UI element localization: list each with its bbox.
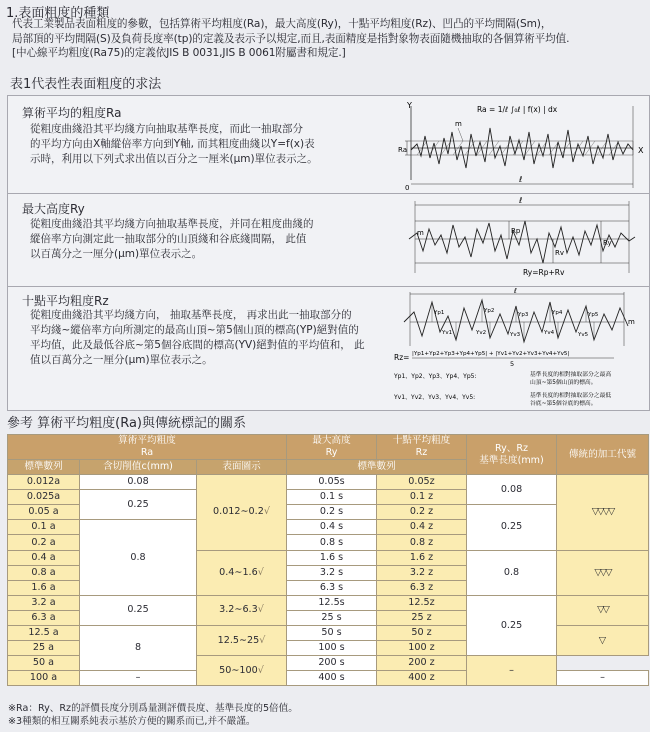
ry-description: [30, 217, 314, 262]
ry-line: 縱倍率方向測定此一抽取部分的山頂綫和谷底綫間隔， 此值: [30, 233, 307, 245]
ra-value: 1.6 a: [8, 580, 80, 595]
rz-value: 3.2 z: [377, 565, 467, 580]
intro-line: 代表工業製品表面粗度的參數，包括算術平均粗度(Ra)，最大高度(Ry)，十點平均粗度(Rz)、凹凸的平均間隔(Sm)，: [12, 18, 552, 30]
footnote: ※Ra：Ry、Rz的評價長度分別爲量測評價長度、基準長度的5倍值。: [8, 703, 298, 714]
surface-symbol: 0.4∼1.6√: [197, 550, 287, 595]
relation-table: [7, 434, 649, 686]
rz-value: 1.6 z: [377, 550, 467, 565]
finish-mark: ▽▽▽: [557, 550, 649, 595]
rz-yv-label: Yv2: [476, 330, 487, 336]
ra-value: 0.05 a: [8, 505, 80, 520]
rz-formula-denominator: 5: [510, 360, 515, 368]
rz-legend-yp-text: 基準長度的相對抽取部分之最高: [530, 372, 612, 378]
ry-value: 0.1 s: [287, 490, 377, 505]
ry-length-label: ℓ: [519, 196, 523, 205]
rz-yv-label: Yv1: [442, 330, 453, 336]
rz-mean-line-label: m: [628, 318, 635, 326]
ry-value: 0.05s: [287, 475, 377, 490]
cutoff-value: 8: [80, 626, 197, 671]
footnotes: [8, 702, 298, 728]
ra-value: 0.025a: [8, 490, 80, 505]
rz-value: 50 z: [377, 626, 467, 641]
ry-value: 6.3 s: [287, 580, 377, 595]
ry-value: 25 s: [287, 610, 377, 625]
rz-formula-numerator: |Yp1+Yp2+Yp3+Yp4+Yp5| + |Yv1+Yv2+Yv3+Yv4+Yv5|: [412, 351, 570, 357]
ry-rv-label: Rv: [555, 249, 565, 257]
cutoff-value: 0.25: [80, 595, 197, 625]
header-base-length: Ry、Rz 基準長度(mm): [467, 435, 557, 475]
rz-value: 25 z: [377, 610, 467, 625]
ry-line: 從粗度曲綫沿其平均綫方向抽取基準長度，并同在粗度曲綫的: [30, 218, 314, 230]
ra-value: 12.5 a: [8, 626, 80, 641]
header-cutoff: 含切削值c(mm): [80, 460, 197, 475]
cutoff-value: 0.08: [80, 475, 197, 490]
cutoff-value: 0.25: [80, 490, 197, 520]
ra-value: 0.012a: [8, 475, 80, 490]
ra-line: 的平均方向由X軸縱倍率方向到Y軸, 而其粗度曲綫以Y=f(x)表: [30, 138, 315, 150]
rz-value: 0.05z: [377, 475, 467, 490]
ry-line: 以百萬分之一厘分(μm)單位表示之。: [30, 248, 203, 260]
surface-symbol: 3.2∼6.3√: [197, 595, 287, 625]
rz-value: 0.2 z: [377, 505, 467, 520]
ra-value: 50 a: [8, 656, 80, 671]
rz-line: 從粗度曲綫沿其平均綫方向， 抽取基準長度， 再求出此一抽取部分的: [30, 309, 352, 321]
rz-legend-yp-label: Yp1、Yp2、Yp3、Yp4、Yp5:: [394, 373, 477, 380]
ra-value: 0.2 a: [8, 535, 80, 550]
ra-title: 算術平均的粗度Ra: [22, 106, 122, 120]
rz-yp-label: Yp1: [434, 310, 445, 316]
finish-mark: ▽▽: [557, 595, 649, 625]
base-length-value: 0.8: [467, 550, 557, 595]
rz-yp-label: Yp4: [552, 310, 563, 316]
ry-formula: Ry=Rp+Rv: [523, 268, 565, 277]
ry-value: 0.8 s: [287, 535, 377, 550]
rz-value: 0.1 z: [377, 490, 467, 505]
ry-title: 最大高度Ry: [22, 202, 85, 216]
surface-symbol: 50∼100√: [197, 656, 287, 686]
ry-ry-label: Ry: [603, 239, 612, 247]
base-length-value: 0.25: [467, 595, 557, 655]
ry-value: 0.4 s: [287, 520, 377, 535]
base-length-value: 0.25: [467, 505, 557, 550]
ra-y-axis-label: Y: [407, 101, 412, 110]
ra-diagram: [397, 98, 647, 191]
rz-value: 6.3 z: [377, 580, 467, 595]
rz-yp-label: Yp2: [484, 308, 495, 314]
ry-definition-box: [7, 193, 650, 287]
ry-value: 100 s: [287, 641, 377, 656]
finish-mark: ▽▽▽▽: [557, 475, 649, 550]
ra-value: 0.8 a: [8, 565, 80, 580]
rz-value: 200 z: [377, 656, 467, 671]
header-ry: 最大高度 Ry: [287, 435, 377, 460]
ry-value: 3.2 s: [287, 565, 377, 580]
ra-dimension-label: Ra: [398, 146, 407, 154]
header-surface: 表面圖示: [197, 460, 287, 475]
header-std-series-2: 標準數列: [287, 460, 467, 475]
finish-mark: –: [467, 656, 557, 686]
intro-paragraph: [12, 17, 644, 61]
ra-length-label: ℓ: [519, 175, 523, 184]
ra-mean-line-label: m: [455, 120, 462, 128]
rz-title: 十點平均粗度Rz: [22, 294, 109, 308]
rz-description: [30, 308, 365, 368]
header-rz: 十點平均粗度 Rz: [377, 435, 467, 460]
header-traditional-mark: 傳統的加工代號: [557, 435, 649, 475]
rz-legend-yv-text: 谷底~第5個谷底的標高。: [530, 401, 597, 407]
section-heading: 1.表面粗度的種類: [6, 6, 110, 21]
ra-value: 6.3 a: [8, 610, 80, 625]
rz-legend-yp-text: 山頂~第5個山頂的標高。: [530, 380, 597, 386]
rz-value: 400 z: [377, 671, 467, 686]
surface-symbol: 12.5∼25√: [197, 626, 287, 656]
ra-x-axis-label: X: [638, 146, 644, 155]
rz-length-label: ℓ: [514, 288, 517, 295]
cutoff-value: –: [80, 671, 197, 686]
rz-formula-lhs: Rz=: [394, 353, 410, 362]
ra-value: 3.2 a: [8, 595, 80, 610]
ry-value: 50 s: [287, 626, 377, 641]
rz-value: 0.8 z: [377, 535, 467, 550]
ra-origin-label: 0: [405, 184, 410, 191]
ry-value: 12.5s: [287, 595, 377, 610]
ry-diagram: [397, 195, 647, 285]
rz-line: 平均綫~縱倍率方向所測定的最高山頂~第5個山頂的標高(YP)絕對值的: [30, 324, 359, 336]
ry-value: 1.6 s: [287, 550, 377, 565]
table1-title: 表1代表性表面粗度的求法: [10, 77, 162, 92]
rz-value: 12.5z: [377, 595, 467, 610]
ra-definition-box: [7, 95, 650, 194]
rz-yv-label: Yv5: [578, 332, 589, 338]
header-ra: 算術平均粗度 Ra: [8, 435, 287, 460]
ra-value: 25 a: [8, 641, 80, 656]
finish-mark: ▽: [557, 626, 649, 656]
rz-line: 平均值，此及最低谷底~第5個谷底間的標高(YV)絕對值的平均值和， 此: [30, 339, 365, 351]
cutoff-value: 0.8: [80, 520, 197, 595]
rz-diagram: [392, 288, 647, 409]
intro-line: 局部頂的平均間隔(S)及負荷長度率(tp)的定義及表示予以規定,而且,表面精度是指對象物表面隨機抽取的各個算術平均值.: [12, 32, 570, 45]
rz-value: 0.4 z: [377, 520, 467, 535]
rz-value: 100 z: [377, 641, 467, 656]
ra-formula: Ra = 1/ℓ ∫₀ℓ | f(x) | dx: [477, 105, 558, 114]
base-length-value: 0.08: [467, 475, 557, 505]
ry-value: 400 s: [287, 671, 377, 686]
ra-value: 0.4 a: [8, 550, 80, 565]
ra-description: [30, 122, 318, 167]
ra-line: 示時，利用以下列式求出值以百分之一厘米(μm)單位表示之。: [30, 153, 318, 165]
rz-definition-box: [7, 286, 650, 411]
header-std-series: 標準數列: [8, 460, 80, 475]
intro-line: [中心線平均粗度(Ra75)的定義依JIS B 0031,JIS B 0061附屬書和規定.]: [12, 47, 346, 60]
ry-value: 200 s: [287, 656, 377, 671]
ry-value: 0.2 s: [287, 505, 377, 520]
rz-yv-label: Yv4: [544, 330, 555, 336]
rz-legend-yv-label: Yv1、Yv2、Yv3、Yv4、Yv5:: [394, 394, 476, 401]
ra-value: 0.1 a: [8, 520, 80, 535]
rz-yp-label: Yp5: [588, 312, 599, 318]
rz-yv-label: Yv3: [510, 332, 521, 338]
ry-rp-label: Rp: [511, 227, 521, 235]
rz-yp-label: Yp3: [518, 312, 529, 318]
ra-line: 從粗度曲綫沿其平均綫方向抽取基準長度，而此一抽取部分: [30, 123, 303, 135]
reference-title: 參考 算術平均粗度(Ra)與傳統標記的關系: [7, 416, 246, 431]
base-length-value: –: [557, 671, 649, 686]
rz-legend-yv-text: 基準長度的相對抽取部分之最低: [530, 393, 612, 399]
surface-symbol: 0.012∼0.2√: [197, 475, 287, 550]
ry-mean-line-label: m: [417, 229, 424, 237]
footnote: ※3種類的相互關系純表示基於方便的關系而已,并不嚴謹。: [8, 716, 256, 727]
rz-line: 值以百萬分之一厘分(μm)單位表示之。: [30, 354, 213, 366]
ra-value: 100 a: [8, 671, 80, 686]
